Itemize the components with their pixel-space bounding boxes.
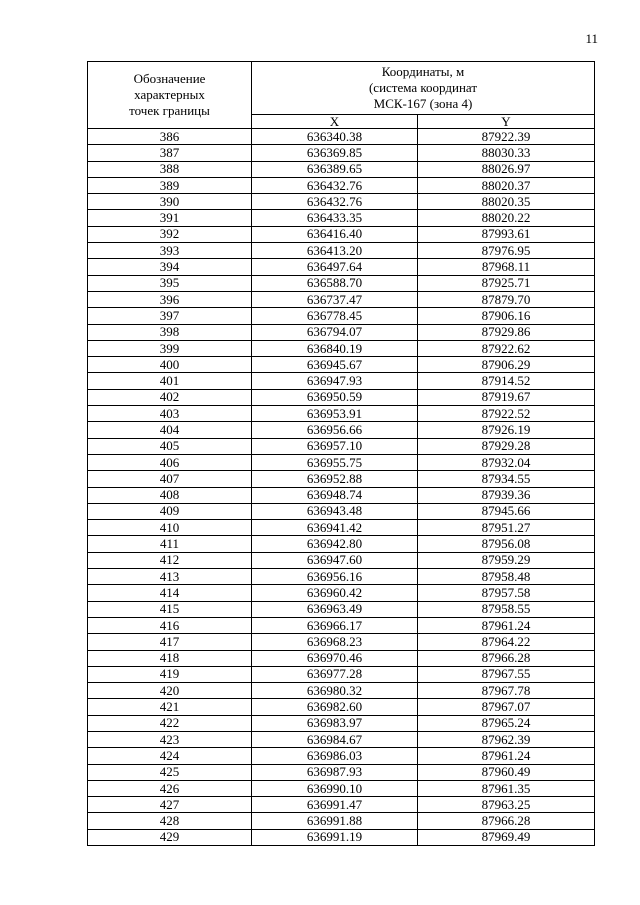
y-coordinate-cell: 87926.19	[418, 422, 595, 438]
point-number-cell: 422	[88, 715, 252, 731]
table-row	[88, 552, 595, 568]
y-coordinate-cell: 87934.55	[418, 471, 595, 487]
point-number-cell: 386	[88, 129, 252, 145]
point-header-line: характерных	[134, 87, 205, 102]
x-coordinate-cell: 636737.47	[252, 291, 418, 307]
y-coordinate-cell: 87929.86	[418, 324, 595, 340]
point-number-cell: 408	[88, 487, 252, 503]
x-coordinate-cell: 636952.88	[252, 471, 418, 487]
x-coordinate-cell: 636983.97	[252, 715, 418, 731]
y-coordinate-cell: 87966.28	[418, 650, 595, 666]
x-coordinate-cell: 636943.48	[252, 503, 418, 519]
table-body	[88, 129, 595, 846]
x-coordinate-cell: 636416.40	[252, 226, 418, 242]
x-coordinate-cell: 636987.93	[252, 764, 418, 780]
y-coordinate-cell: 87964.22	[418, 634, 595, 650]
y-coordinate-cell: 87967.78	[418, 683, 595, 699]
point-column-header	[88, 62, 252, 129]
x-coordinate-cell: 636980.32	[252, 683, 418, 699]
table-row	[88, 764, 595, 780]
x-coordinate-cell: 636957.10	[252, 438, 418, 454]
point-number-cell: 409	[88, 503, 252, 519]
y-coordinate-cell: 87957.58	[418, 585, 595, 601]
point-number-cell: 423	[88, 731, 252, 747]
point-number-cell: 417	[88, 634, 252, 650]
y-coordinate-cell: 87958.48	[418, 569, 595, 585]
y-coordinate-cell: 87961.24	[418, 748, 595, 764]
table-header	[88, 62, 595, 129]
table-row	[88, 243, 595, 259]
table-row	[88, 634, 595, 650]
point-number-cell: 421	[88, 699, 252, 715]
table-row	[88, 454, 595, 470]
x-coordinate-cell: 636369.85	[252, 145, 418, 161]
x-coordinate-cell: 636433.35	[252, 210, 418, 226]
table-row	[88, 340, 595, 356]
table-row	[88, 813, 595, 829]
table-row	[88, 520, 595, 536]
point-number-cell: 390	[88, 194, 252, 210]
point-number-cell: 399	[88, 340, 252, 356]
point-number-cell: 401	[88, 373, 252, 389]
point-number-cell: 398	[88, 324, 252, 340]
y-coordinate-cell: 87879.70	[418, 291, 595, 307]
x-coordinate-cell: 636953.91	[252, 406, 418, 422]
x-coordinate-cell: 636840.19	[252, 340, 418, 356]
table-row	[88, 503, 595, 519]
point-number-cell: 411	[88, 536, 252, 552]
y-coordinate-cell: 87993.61	[418, 226, 595, 242]
y-coordinate-cell: 88020.37	[418, 177, 595, 193]
y-coordinate-cell: 87925.71	[418, 275, 595, 291]
x-column-header: X	[252, 115, 418, 129]
table-row	[88, 731, 595, 747]
y-coordinate-cell: 87951.27	[418, 520, 595, 536]
coordinates-column-header	[252, 62, 595, 115]
x-coordinate-cell: 636986.03	[252, 748, 418, 764]
x-coordinate-cell: 636950.59	[252, 389, 418, 405]
point-number-cell: 425	[88, 764, 252, 780]
table-row	[88, 389, 595, 405]
table-row	[88, 536, 595, 552]
y-coordinate-cell: 87932.04	[418, 454, 595, 470]
table-row	[88, 699, 595, 715]
point-number-cell: 415	[88, 601, 252, 617]
y-coordinate-cell: 87956.08	[418, 536, 595, 552]
point-number-cell: 413	[88, 569, 252, 585]
point-number-cell: 388	[88, 161, 252, 177]
x-coordinate-cell: 636968.23	[252, 634, 418, 650]
table-row	[88, 715, 595, 731]
point-number-cell: 392	[88, 226, 252, 242]
table-row	[88, 829, 595, 845]
y-coordinate-cell: 87939.36	[418, 487, 595, 503]
table-row	[88, 161, 595, 177]
point-number-cell: 393	[88, 243, 252, 259]
y-column-header: Y	[418, 115, 595, 129]
table-row	[88, 210, 595, 226]
table-row	[88, 324, 595, 340]
x-coordinate-cell: 636963.49	[252, 601, 418, 617]
x-coordinate-cell: 636389.65	[252, 161, 418, 177]
y-coordinate-cell: 87968.11	[418, 259, 595, 275]
page-number: 11	[585, 31, 598, 46]
table-row	[88, 177, 595, 193]
table-row	[88, 601, 595, 617]
table-row	[88, 406, 595, 422]
y-coordinate-cell: 87945.66	[418, 503, 595, 519]
x-coordinate-cell: 636956.66	[252, 422, 418, 438]
y-coordinate-cell: 87963.25	[418, 797, 595, 813]
table-row	[88, 373, 595, 389]
y-coordinate-cell: 87969.49	[418, 829, 595, 845]
point-number-cell: 428	[88, 813, 252, 829]
y-coordinate-cell: 87929.28	[418, 438, 595, 454]
x-coordinate-cell: 636413.20	[252, 243, 418, 259]
point-number-cell: 402	[88, 389, 252, 405]
x-coordinate-cell: 636966.17	[252, 617, 418, 633]
point-number-cell: 412	[88, 552, 252, 568]
y-coordinate-cell: 88026.97	[418, 161, 595, 177]
x-coordinate-cell: 636778.45	[252, 308, 418, 324]
x-coordinate-cell: 636497.64	[252, 259, 418, 275]
point-number-cell: 418	[88, 650, 252, 666]
x-coordinate-cell: 636970.46	[252, 650, 418, 666]
table-row	[88, 259, 595, 275]
y-coordinate-cell: 87962.39	[418, 731, 595, 747]
table-row	[88, 194, 595, 210]
point-number-cell: 424	[88, 748, 252, 764]
point-number-cell: 394	[88, 259, 252, 275]
y-coordinate-cell: 87961.24	[418, 617, 595, 633]
table-row	[88, 585, 595, 601]
point-number-cell: 419	[88, 666, 252, 682]
point-number-cell: 429	[88, 829, 252, 845]
point-number-cell: 400	[88, 357, 252, 373]
x-coordinate-cell: 636941.42	[252, 520, 418, 536]
table-row	[88, 487, 595, 503]
point-number-cell: 420	[88, 683, 252, 699]
table-row	[88, 308, 595, 324]
table-row	[88, 275, 595, 291]
y-coordinate-cell: 87961.35	[418, 780, 595, 796]
x-coordinate-cell: 636982.60	[252, 699, 418, 715]
y-coordinate-cell: 87967.07	[418, 699, 595, 715]
x-coordinate-cell: 636947.60	[252, 552, 418, 568]
table-row	[88, 357, 595, 373]
x-coordinate-cell: 636977.28	[252, 666, 418, 682]
table-row	[88, 569, 595, 585]
x-coordinate-cell: 636991.47	[252, 797, 418, 813]
y-coordinate-cell: 87919.67	[418, 389, 595, 405]
table-row	[88, 748, 595, 764]
y-coordinate-cell: 87906.16	[418, 308, 595, 324]
y-coordinate-cell: 87922.39	[418, 129, 595, 145]
y-coordinate-cell: 87965.24	[418, 715, 595, 731]
point-number-cell: 397	[88, 308, 252, 324]
point-header-line: Обозначение	[133, 71, 206, 86]
y-coordinate-cell: 87922.62	[418, 340, 595, 356]
y-coordinate-cell: 87976.95	[418, 243, 595, 259]
x-coordinate-cell: 636960.42	[252, 585, 418, 601]
x-coordinate-cell: 636432.76	[252, 177, 418, 193]
coords-header-line: Координаты, м	[381, 64, 465, 79]
point-number-cell: 416	[88, 617, 252, 633]
x-coordinate-cell: 636340.38	[252, 129, 418, 145]
x-coordinate-cell: 636955.75	[252, 454, 418, 470]
x-coordinate-cell: 636945.67	[252, 357, 418, 373]
point-number-cell: 395	[88, 275, 252, 291]
point-number-cell: 410	[88, 520, 252, 536]
point-header-line: точек границы	[129, 103, 210, 118]
y-coordinate-cell: 87958.55	[418, 601, 595, 617]
y-coordinate-cell: 87966.28	[418, 813, 595, 829]
x-coordinate-cell: 636588.70	[252, 275, 418, 291]
y-coordinate-cell: 87960.49	[418, 764, 595, 780]
x-coordinate-cell: 636432.76	[252, 194, 418, 210]
table-row	[88, 650, 595, 666]
table-row	[88, 438, 595, 454]
x-coordinate-cell: 636984.67	[252, 731, 418, 747]
x-coordinate-cell: 636991.88	[252, 813, 418, 829]
y-coordinate-cell: 88020.35	[418, 194, 595, 210]
coordinates-table	[87, 61, 595, 846]
coords-header-line: (система координат	[368, 80, 478, 95]
point-number-cell: 396	[88, 291, 252, 307]
x-coordinate-cell: 636794.07	[252, 324, 418, 340]
table-row	[88, 422, 595, 438]
table-row	[88, 129, 595, 145]
x-coordinate-cell: 636990.10	[252, 780, 418, 796]
point-number-cell: 426	[88, 780, 252, 796]
x-coordinate-cell: 636947.93	[252, 373, 418, 389]
point-number-cell: 387	[88, 145, 252, 161]
table-row	[88, 780, 595, 796]
y-coordinate-cell: 87967.55	[418, 666, 595, 682]
y-coordinate-cell: 87906.29	[418, 357, 595, 373]
table-row	[88, 617, 595, 633]
point-number-cell: 404	[88, 422, 252, 438]
y-coordinate-cell: 87914.52	[418, 373, 595, 389]
y-coordinate-cell: 88030.33	[418, 145, 595, 161]
point-number-cell: 405	[88, 438, 252, 454]
table-row	[88, 145, 595, 161]
x-coordinate-cell: 636942.80	[252, 536, 418, 552]
table-row	[88, 797, 595, 813]
point-number-cell: 403	[88, 406, 252, 422]
table-row	[88, 291, 595, 307]
table-row	[88, 683, 595, 699]
point-number-cell: 389	[88, 177, 252, 193]
x-coordinate-cell: 636991.19	[252, 829, 418, 845]
x-coordinate-cell: 636956.16	[252, 569, 418, 585]
y-coordinate-cell: 88020.22	[418, 210, 595, 226]
table-row	[88, 226, 595, 242]
table-row	[88, 471, 595, 487]
y-coordinate-cell: 87922.52	[418, 406, 595, 422]
table-row	[88, 666, 595, 682]
point-number-cell: 414	[88, 585, 252, 601]
point-number-cell: 407	[88, 471, 252, 487]
point-number-cell: 406	[88, 454, 252, 470]
point-number-cell: 427	[88, 797, 252, 813]
coords-header-line: МСК-167 (зона 4)	[373, 96, 473, 111]
y-coordinate-cell: 87959.29	[418, 552, 595, 568]
x-coordinate-cell: 636948.74	[252, 487, 418, 503]
point-number-cell: 391	[88, 210, 252, 226]
